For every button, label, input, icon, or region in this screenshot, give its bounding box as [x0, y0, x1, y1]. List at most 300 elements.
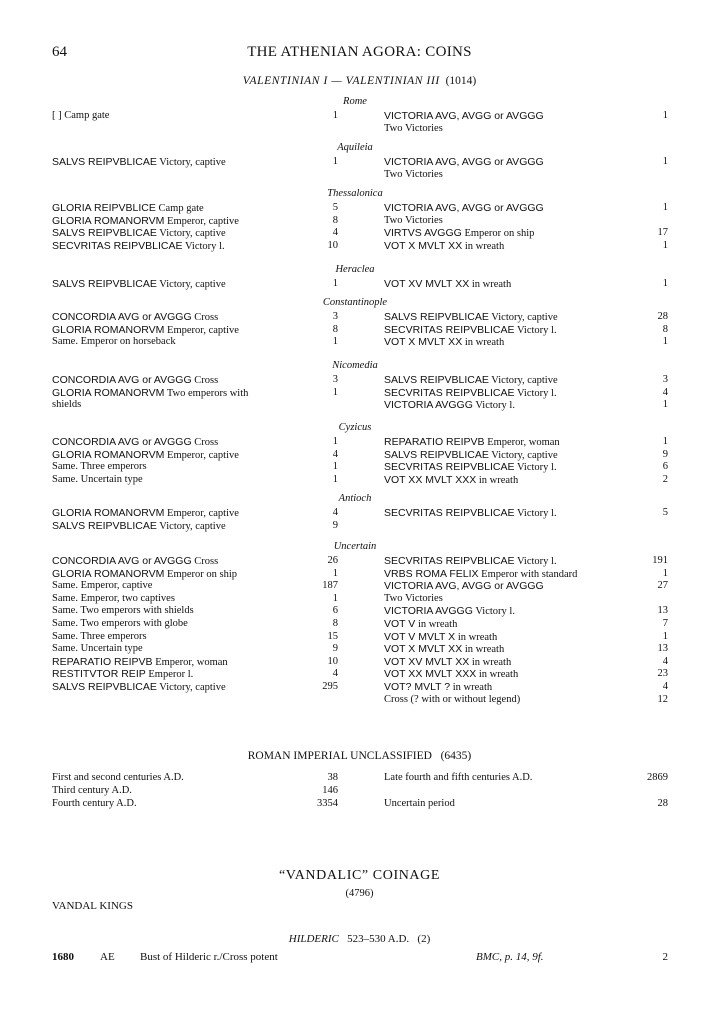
right-entry: [384, 399, 515, 413]
left-text: Same. Two emperors with globe: [52, 618, 188, 629]
count-value: 10: [327, 655, 338, 667]
catalog-entry-count: 2: [662, 951, 668, 963]
right-count: [628, 555, 668, 568]
left-entry: [52, 336, 176, 349]
left-legend: SALVS REIPVBLICAE: [52, 278, 157, 290]
right-entry: [384, 618, 457, 632]
right-legend: VICTORIA AVGGG: [384, 605, 473, 618]
left-entry: [52, 240, 225, 254]
count-value: 187: [322, 580, 338, 592]
left-count: [300, 593, 338, 606]
right-text: Two Victories: [384, 592, 443, 604]
right-legend: VOT? MVLT ?: [384, 681, 451, 693]
right-entry: [384, 227, 534, 241]
left-legend: GLORIA REIPVBLICE: [52, 202, 156, 214]
section2-title: [0, 750, 719, 762]
left-count: [300, 387, 338, 400]
right-count: [628, 324, 668, 337]
mint-heading: Thessalonica: [327, 188, 383, 199]
mint-heading: Aquileia: [337, 142, 373, 153]
right-desc: Victory l.: [475, 606, 515, 618]
mint-heading: Antioch: [338, 493, 372, 504]
count-value: 1: [662, 110, 668, 121]
count-value: 1: [332, 473, 338, 485]
right-count: [628, 156, 668, 169]
count-value: 6: [662, 461, 668, 473]
left-entry: [52, 643, 143, 656]
left-desc: Emperor, captive: [167, 449, 239, 461]
right-legend: VOT X MVLT XX: [384, 643, 463, 656]
right-legend: VICTORIA AVG, AVGG or AVGGG: [384, 580, 544, 593]
right-legend: VOT V MVLT X: [384, 630, 456, 643]
mint-heading: Uncertain: [333, 541, 377, 552]
count-value: 1: [332, 278, 338, 289]
count-value: 1: [332, 461, 338, 473]
left-count: [300, 110, 338, 123]
left-entry: [52, 631, 147, 644]
left-count: [300, 215, 338, 228]
left-desc: Cross: [194, 437, 219, 448]
period-label: Uncertain period: [384, 798, 455, 809]
count-value: 4: [332, 448, 338, 460]
count-value: 191: [652, 555, 668, 566]
right-desc: in wreath: [471, 279, 512, 290]
right-legend: SECVRITAS REIPVBLICAE: [384, 386, 515, 399]
count-value: 1: [332, 436, 338, 447]
left-desc: Emperor on ship: [167, 568, 238, 580]
count-value: 6: [332, 605, 338, 617]
right-count: [628, 694, 668, 707]
right-desc: Emperor with standard: [481, 568, 578, 580]
right-entry: [384, 387, 557, 401]
left-entry: [52, 507, 239, 521]
left-count: [300, 507, 338, 520]
left-text: Same. Uncertain type: [52, 473, 143, 485]
count-value: 1: [332, 567, 338, 579]
left-legend: CONCORDIA AVG or AVGGG: [52, 555, 192, 567]
count-value: 4: [662, 655, 668, 667]
right-entry: [384, 436, 560, 450]
ruler-name: HILDERIC: [288, 933, 339, 945]
left-text: Same. Two emperors with shields: [52, 605, 194, 617]
left-legend: CONCORDIA AVG or AVGGG: [52, 374, 192, 386]
count-value: 26: [327, 555, 338, 566]
count-value: 9: [332, 519, 338, 531]
left-legend: SALVS REIPVBLICAE: [52, 227, 157, 240]
right-count: [628, 449, 668, 462]
right-legend: VICTORIA AVG, AVGG or AVGGG: [384, 156, 544, 168]
left-desc: Emperor, captive: [167, 215, 239, 227]
right-legend: REPARATIO REIPVB: [384, 436, 485, 448]
right-desc: in wreath: [478, 669, 519, 681]
left-legend: CONCORDIA AVG or AVGGG: [52, 436, 192, 448]
count-value: 1: [332, 156, 338, 167]
ruler-dates: 523–530 A.D.: [347, 933, 410, 945]
right-entry: [384, 605, 515, 619]
count-value: 3: [332, 311, 338, 322]
left-legend: GLORIA ROMANORVM: [52, 507, 165, 519]
left-count: [300, 568, 338, 581]
right-count: [628, 202, 668, 215]
right-count: [628, 461, 668, 474]
right-desc: Victory, captive: [491, 375, 558, 386]
left-entry: [52, 202, 204, 216]
right-entry: [384, 461, 557, 475]
left-desc: Victory l.: [184, 240, 225, 252]
left-legend: GLORIA ROMANORVM: [52, 323, 165, 336]
left-count: [300, 336, 338, 349]
right-text: Two Victories: [384, 214, 443, 226]
right-legend: VICTORIA AVGGG: [384, 399, 473, 412]
right-desc: in wreath: [464, 240, 505, 252]
left-entry: [52, 618, 188, 631]
right-count: [628, 387, 668, 400]
right-entry: [384, 555, 557, 569]
right-entry: [384, 123, 443, 136]
left-legend: SALVS REIPVBLICAE: [52, 519, 157, 532]
left-entry: [52, 311, 218, 325]
left-count: [300, 374, 338, 387]
vandal-kings-heading: VANDAL KINGS: [52, 900, 133, 912]
right-entry: [384, 593, 443, 606]
left-count: [300, 668, 338, 681]
left-desc: Cross: [194, 375, 219, 386]
left-count: [300, 580, 338, 593]
right-text: Two Victories: [384, 122, 443, 134]
left-count: [300, 618, 338, 631]
catalog-entry-metal: AE: [100, 951, 115, 963]
count-value: 1: [332, 336, 338, 348]
count-value: 12: [657, 693, 668, 705]
count-value: 5: [332, 202, 338, 213]
right-legend: VOT XV MVLT XX: [384, 655, 470, 668]
left-count: [300, 474, 338, 487]
right-legend: VOT X MVLT XX: [384, 239, 463, 252]
right-legend: SECVRITAS REIPVBLICAE: [384, 555, 515, 567]
right-desc: in wreath: [457, 631, 498, 643]
right-desc: Victory l.: [475, 400, 515, 412]
left-desc: Two emperors with: [166, 387, 249, 399]
right-count: [628, 399, 668, 412]
count-value: 17: [657, 227, 668, 239]
count-value: 7: [662, 618, 668, 629]
left-count: [300, 436, 338, 449]
right-entry: [384, 631, 497, 645]
left-count: [300, 202, 338, 215]
section2-count: (6435): [440, 750, 472, 762]
running-head: THE ATHENIAN AGORA: COINS: [247, 44, 472, 60]
left-entry: [52, 156, 226, 170]
right-count: [628, 227, 668, 240]
right-desc: Victory l.: [516, 324, 557, 336]
left-legend: RESTITVTOR REIP: [52, 668, 146, 681]
catalog-entry-reference: [476, 951, 544, 963]
left-desc: Victory, captive: [159, 682, 226, 693]
left-entry: [52, 110, 109, 123]
left-desc: Camp gate: [158, 203, 204, 214]
left-count: [300, 605, 338, 618]
count-value: 4: [662, 681, 668, 692]
count-value: 4: [332, 507, 338, 518]
right-entry: [384, 202, 544, 216]
count-value: 38: [327, 772, 338, 783]
count-value: 3: [332, 374, 338, 385]
right-count: [628, 311, 668, 324]
left-entry: [52, 580, 152, 593]
left-count: [300, 156, 338, 169]
right-entry: [384, 474, 518, 488]
right-entry: [384, 311, 558, 325]
right-desc: Victory l.: [516, 387, 557, 399]
ruler-heading: [0, 933, 719, 945]
right-desc: Emperor, woman: [487, 437, 560, 448]
left-count: [300, 461, 338, 474]
left-entry: [52, 387, 248, 401]
right-desc: in wreath: [464, 337, 505, 349]
right-desc: Victory, captive: [491, 312, 558, 323]
right-entry: [384, 156, 544, 170]
count-value: 28: [657, 311, 668, 322]
right-entry: [384, 215, 443, 228]
right-entry: [384, 568, 577, 582]
count-value: 8: [332, 618, 338, 629]
right-count: [628, 507, 668, 520]
left-desc: Cross: [194, 556, 219, 567]
period-label: Late fourth and fifth centuries A.D.: [384, 772, 533, 783]
right-count: [628, 336, 668, 349]
count-value: 8: [662, 323, 668, 335]
left-desc: Victory, captive: [159, 157, 226, 168]
right-legend: VOT V: [384, 618, 416, 630]
count-value: 15: [327, 630, 338, 642]
left-legend: GLORIA ROMANORVM: [52, 386, 165, 399]
right-count: [628, 681, 668, 694]
right-desc: in wreath: [464, 644, 505, 656]
right-desc: in wreath: [471, 656, 512, 668]
left-desc: Victory, captive: [159, 520, 226, 532]
left-legend: SECVRITAS REIPVBLICAE: [52, 239, 183, 252]
mint-heading: Nicomedia: [332, 360, 378, 371]
right-entry: [384, 507, 557, 521]
left-desc: Cross: [194, 312, 219, 323]
count-value: 1: [662, 399, 668, 411]
count-value: 1: [332, 386, 338, 398]
count-value: 23: [657, 668, 668, 680]
right-count: [628, 643, 668, 656]
left-entry: [52, 605, 194, 618]
left-desc: Emperor l.: [148, 669, 194, 681]
left-text: Same. Three emperors: [52, 461, 147, 473]
right-entry: [384, 449, 558, 463]
left-count: [300, 449, 338, 462]
right-entry: [384, 336, 504, 350]
count-value: 146: [322, 785, 338, 796]
left-entry: [52, 593, 175, 606]
right-text: Two Victories: [384, 168, 443, 180]
left-entry: [52, 520, 226, 534]
left-desc: Victory, captive: [159, 228, 226, 240]
left-text: Same. Uncertain type: [52, 643, 143, 655]
right-desc: Victory l.: [516, 462, 557, 474]
left-entry: [52, 461, 147, 474]
left-text: Same. Emperor on horseback: [52, 336, 176, 348]
left-count: [300, 681, 338, 694]
right-legend: SALVS REIPVBLICAE: [384, 374, 489, 386]
right-text: Cross (? with or without legend): [384, 693, 521, 705]
count-value: 295: [322, 681, 338, 692]
count-value: 10: [327, 239, 338, 251]
left-entry: [52, 227, 226, 241]
right-count: [628, 374, 668, 387]
left-entry: [52, 656, 228, 670]
count-value: 1: [662, 156, 668, 167]
left-legend: REPARATIO REIPVB: [52, 655, 153, 668]
left-text: shields: [52, 399, 82, 411]
period-label: Fourth century A.D.: [52, 798, 137, 809]
mint-heading: Cyzicus: [338, 422, 372, 433]
right-count: [628, 605, 668, 618]
left-entry: [52, 324, 239, 338]
left-desc: Victory, captive: [159, 279, 226, 290]
catalog-entry-number: 1680: [52, 951, 74, 963]
count-value: 8: [332, 323, 338, 335]
right-entry: [384, 169, 443, 182]
left-entry: [52, 681, 226, 695]
catalog-entry-reference-text: BMC, p. 14, 9f.: [476, 951, 544, 963]
right-legend: SECVRITAS REIPVBLICAE: [384, 507, 515, 519]
right-desc: in wreath: [478, 474, 519, 486]
right-entry: [384, 694, 520, 707]
right-count: [628, 580, 668, 593]
right-legend: VRBS ROMA FELIX: [384, 567, 479, 580]
right-count: [628, 474, 668, 487]
count-value: 28: [657, 798, 668, 809]
section2-title-text: ROMAN IMPERIAL UNCLASSIFIED: [247, 750, 432, 762]
left-desc: Emperor, captive: [167, 508, 239, 519]
right-entry: [384, 656, 511, 670]
left-count: [300, 631, 338, 644]
right-entry: [384, 278, 511, 292]
count-value: 1: [332, 110, 338, 121]
period-label: First and second centuries A.D.: [52, 772, 184, 783]
left-text: [ ] Camp gate: [52, 110, 110, 121]
right-legend: VOT X MVLT XX: [384, 336, 463, 349]
count-value: 4: [332, 227, 338, 239]
left-legend: GLORIA ROMANORVM: [52, 448, 165, 461]
count-value: 1: [662, 567, 668, 579]
left-entry: [52, 449, 239, 463]
right-entry: [384, 668, 518, 682]
right-count: [628, 278, 668, 291]
count-value: 8: [332, 214, 338, 226]
left-text: Same. Emperor, two captives: [52, 592, 175, 604]
count-value: 1: [662, 336, 668, 348]
right-legend: VICTORIA AVG, AVGG or AVGGG: [384, 202, 544, 214]
count-value: 9: [662, 448, 668, 460]
mint-heading: Constantinople: [322, 297, 388, 308]
count-value: 3: [662, 374, 668, 385]
left-legend: SALVS REIPVBLICAE: [52, 156, 157, 168]
right-entry: [384, 681, 492, 695]
right-desc: Victory, captive: [491, 449, 558, 461]
left-count: [300, 278, 338, 291]
left-text: Same. Three emperors: [52, 630, 147, 642]
count-value: 5: [662, 507, 668, 518]
right-entry: [384, 240, 504, 254]
right-legend: SALVS REIPVBLICAE: [384, 311, 489, 323]
left-entry: [52, 215, 239, 229]
right-count: [628, 618, 668, 631]
left-legend: GLORIA ROMANORVM: [52, 567, 165, 580]
left-desc: Emperor, captive: [167, 324, 239, 336]
left-entry: [52, 278, 226, 292]
count-value: 1: [662, 239, 668, 251]
left-legend: GLORIA ROMANORVM: [52, 214, 165, 227]
left-count: [300, 643, 338, 656]
right-desc: Emperor on ship: [464, 228, 535, 240]
right-count: [628, 631, 668, 644]
left-legend: SALVS REIPVBLICAE: [52, 681, 157, 693]
left-entry: [52, 555, 218, 569]
ruler-count: (2): [417, 933, 431, 945]
left-entry: [52, 436, 218, 450]
left-entry: [52, 568, 237, 582]
count-value: 1: [662, 278, 668, 289]
right-count: [628, 240, 668, 253]
left-entry: [52, 374, 218, 388]
left-legend: CONCORDIA AVG or AVGGG: [52, 311, 192, 323]
right-count: [628, 436, 668, 449]
right-desc: in wreath: [452, 682, 493, 693]
count-value: 13: [657, 643, 668, 655]
right-entry: [384, 324, 557, 338]
period-label: Third century A.D.: [52, 785, 132, 796]
count-value: 1: [662, 202, 668, 213]
count-value: 1: [662, 436, 668, 447]
section3-title: “VANDALIC” COINAGE: [278, 868, 441, 883]
count-value: 3354: [317, 798, 338, 809]
count-value: 27: [657, 580, 668, 592]
count-value: 4: [332, 668, 338, 680]
right-entry: [384, 580, 544, 594]
count-value: 2869: [647, 772, 668, 783]
left-text: Same. Emperor, captive: [52, 580, 153, 592]
left-count: [300, 555, 338, 568]
right-legend: VICTORIA AVG, AVGG or AVGGG: [384, 110, 544, 122]
right-entry: [384, 110, 544, 124]
right-legend: SECVRITAS REIPVBLICAE: [384, 461, 515, 474]
right-count: [628, 656, 668, 669]
count-value: 13: [657, 605, 668, 617]
section-title-text: VALENTINIAN I — VALENTINIAN III: [242, 75, 440, 87]
mint-heading: Heraclea: [335, 264, 375, 275]
right-legend: VOT XX MVLT XXX: [384, 668, 477, 681]
right-legend: SECVRITAS REIPVBLICAE: [384, 323, 515, 336]
right-legend: VIRTVS AVGGG: [384, 227, 462, 240]
right-desc: Victory l.: [516, 556, 557, 567]
count-value: 1: [662, 630, 668, 642]
left-count: [300, 311, 338, 324]
right-legend: VOT XV MVLT XX: [384, 278, 470, 290]
page-number: 64: [52, 44, 67, 60]
right-entry: [384, 643, 504, 657]
count-value: 4: [662, 386, 668, 398]
left-count: [300, 324, 338, 337]
section-title: [0, 75, 719, 87]
right-legend: VOT XX MVLT XXX: [384, 473, 477, 486]
left-entry: [52, 474, 143, 487]
count-value: 1: [332, 592, 338, 604]
